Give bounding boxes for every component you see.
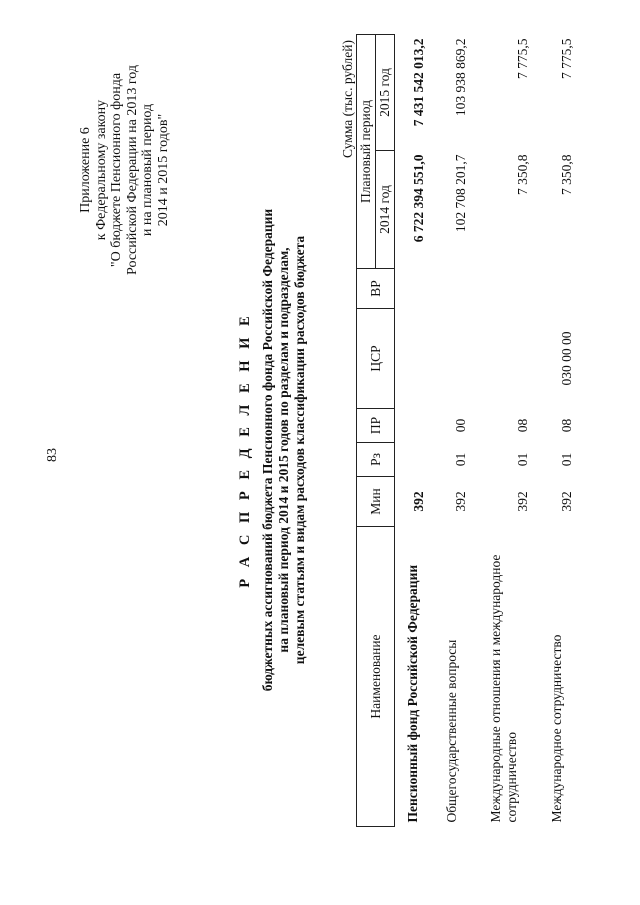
row-rz: 01	[452, 452, 468, 467]
row-vr	[395, 269, 431, 309]
row-min: 392	[558, 491, 574, 512]
budget-table	[356, 34, 579, 827]
table-row	[395, 34, 431, 826]
row-name: Международное сотрудничество	[548, 634, 564, 823]
units-label: Сумма (тыс. рублей)	[340, 40, 355, 158]
row-2015: 7 431 542 013,2	[410, 38, 426, 127]
annex-line: и на плановый период	[140, 103, 155, 237]
header-min: Мин	[357, 477, 395, 527]
row-vr	[473, 269, 535, 309]
row-name: Общегосударственные вопросы	[443, 639, 459, 823]
row-rz: 01	[558, 452, 574, 467]
row-vr	[535, 269, 579, 309]
row-pr: 00	[452, 418, 468, 433]
document-heading	[237, 55, 308, 845]
header-rz: Рз	[357, 443, 395, 477]
header-2014: 2014 год	[376, 151, 395, 269]
header-vr: ВР	[357, 269, 395, 309]
header-planned-period: Плановый период	[357, 34, 376, 268]
row-csr	[431, 309, 473, 409]
row-rz: 01	[514, 452, 530, 467]
row-pr: 08	[514, 418, 530, 433]
row-2015: 7 775,5	[514, 38, 530, 79]
row-2015: 103 938 869,2	[452, 38, 468, 117]
annex-line: Российской Федерации на 2013 год	[124, 65, 140, 275]
page-number: 83	[45, 448, 60, 462]
row-2014: 102 708 201,7	[452, 154, 468, 233]
table-row	[473, 34, 535, 826]
table-row	[535, 34, 579, 826]
row-2015: 7 775,5	[558, 38, 574, 79]
heading-subtitle-line: целевым статьям и видам расходов классификации расходов бюджета	[292, 235, 307, 665]
heading-subtitle-line: бюджетных ассигнований бюджета Пенсионного фонда Российской Федерации	[260, 208, 275, 692]
annex-line: Приложение 6	[78, 127, 93, 213]
row-csr	[473, 309, 535, 409]
row-min: 392	[452, 491, 468, 512]
header-name: Наименование	[357, 527, 395, 827]
annex-line: "О бюджете Пенсионного фонда	[109, 72, 124, 268]
row-name: Международные отношения и международное сотрудничество	[487, 554, 519, 823]
header-csr: ЦСР	[357, 309, 395, 409]
row-min: 392	[410, 491, 426, 512]
row-vr	[431, 269, 473, 309]
row-min: 392	[514, 491, 530, 512]
row-csr: 030 00 00	[558, 331, 574, 386]
row-rz	[395, 443, 431, 477]
annex-line: к Федеральному закону	[93, 99, 109, 241]
row-2014: 7 350,8	[558, 154, 574, 195]
row-2014: 6 722 394 551,0	[410, 154, 426, 243]
annex-block	[78, 45, 171, 295]
header-pr: ПР	[357, 409, 395, 443]
table-row	[431, 34, 473, 826]
row-pr	[395, 409, 431, 443]
heading-subtitle-line: на плановый период 2014 и 2015 годов по разделам и подразделам,	[276, 247, 291, 653]
header-2015: 2015 год	[376, 34, 395, 150]
annex-line: 2014 и 2015 годов"	[155, 113, 171, 227]
row-name: Пенсионный фонд Российской Федерации	[404, 564, 420, 823]
row-pr: 08	[558, 418, 574, 433]
heading-title: Р А С П Р Е Д Е Л Е Н И Е	[237, 312, 253, 588]
row-2014: 7 350,8	[514, 154, 530, 195]
row-csr	[395, 309, 431, 409]
